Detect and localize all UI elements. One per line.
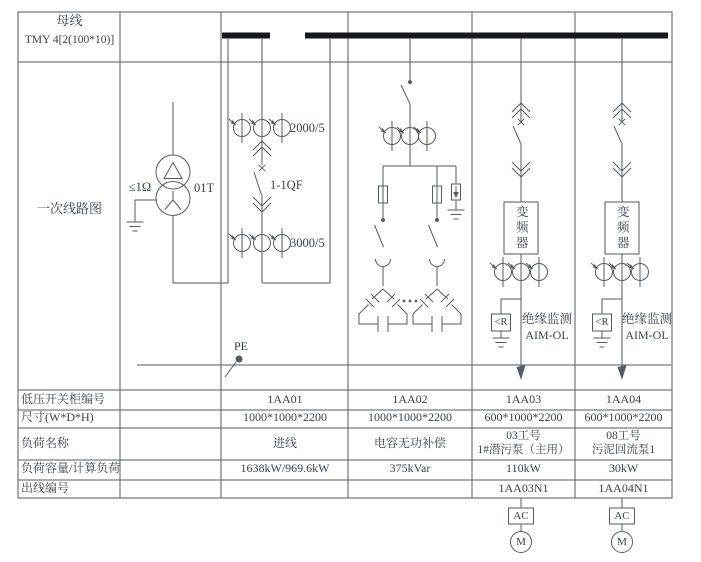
load-name-cell: 08工号: [606, 430, 641, 442]
transformer-primary-icon: [156, 155, 190, 189]
insulation-model-1AA04: AIM-OL: [625, 328, 669, 342]
cabinet-id-cell: 1AA04: [605, 392, 642, 406]
sheet-grid: [18, 12, 672, 498]
ac-label-1AA04: AC: [614, 510, 630, 522]
capacity-cell: 1638kW/969.6kW: [240, 461, 330, 475]
table-row-label-capacity: 负荷容量/计算负荷: [21, 461, 121, 475]
pe-point-icon: [236, 356, 243, 363]
incoming-breaker-label: 1-1QF: [270, 178, 303, 192]
capacity-cell: 375kVar: [389, 461, 431, 475]
pe-bus: [137, 356, 671, 378]
insulation-title-1AA03: 绝缘监测: [521, 312, 572, 326]
insulation-symbol-1AA03: <R: [494, 317, 508, 328]
load-name-sub-cell: 污泥回流泵1: [591, 444, 656, 456]
disconnect-switch-icon: [401, 85, 410, 104]
busbar: [222, 33, 668, 39]
cabinet-id-cell: 1AA01: [267, 392, 303, 406]
size-cell: 600*1000*2200: [484, 410, 563, 424]
table-row-label-cabinet: 低压开关柜编号: [21, 392, 106, 406]
capacitor-bay: [359, 38, 465, 332]
load-name-cell: 进线: [272, 436, 297, 450]
busbar-spec: TMY 4[2(100*10)]: [24, 34, 115, 46]
size-cell: 1000*1000*2200: [368, 410, 452, 424]
vfd-label-1AA04: 变频器: [615, 204, 630, 252]
table-row-label-size: 尺寸(W*D*H): [21, 410, 94, 424]
capacity-cell: 110kW: [506, 461, 541, 475]
insulation-title-1AA04: 绝缘监测: [621, 312, 672, 326]
size-cell: 1000*1000*2200: [243, 410, 327, 424]
diagram-row-label: 一次线路图: [36, 201, 102, 216]
load-name-cell: 电容无功补偿: [373, 436, 446, 450]
table-row-label-load-name: 负荷名称: [21, 436, 70, 450]
motor-label-1AA04: M: [617, 536, 627, 548]
transformer-id-label: 01T: [194, 181, 215, 195]
capacity-cell: 30kW: [608, 461, 639, 475]
busbar-name: 母线: [56, 13, 83, 28]
load-name-cell: 03工号: [506, 430, 541, 442]
outgoing-cell: 1AA04N1: [598, 481, 649, 495]
size-cell: 600*1000*2200: [584, 410, 663, 424]
ac-label-1AA03: AC: [513, 510, 529, 522]
outgoing-cell: 1AA03N1: [498, 481, 549, 495]
pe-label: PE: [233, 339, 248, 353]
motor-label-1AA03: M: [516, 536, 526, 548]
vfd-label-1AA03: 变频器: [514, 204, 529, 252]
table-row-label-outgoing: 出线编号: [21, 481, 70, 495]
load-name-sub-cell: 1#潜污泵（主用）: [477, 444, 570, 456]
insulation-model-1AA03: AIM-OL: [525, 328, 569, 342]
ct-upper-ratio-label: 2000/5: [290, 121, 325, 135]
grounding-impedance-label: ≤1Ω: [128, 180, 152, 194]
ct-lower-ratio-label: 3000/5: [290, 236, 325, 250]
insulation-symbol-1AA04: <R: [595, 317, 609, 328]
cabinet-id-cell: 1AA02: [392, 392, 428, 406]
cabinet-id-cell: 1AA03: [505, 392, 542, 406]
